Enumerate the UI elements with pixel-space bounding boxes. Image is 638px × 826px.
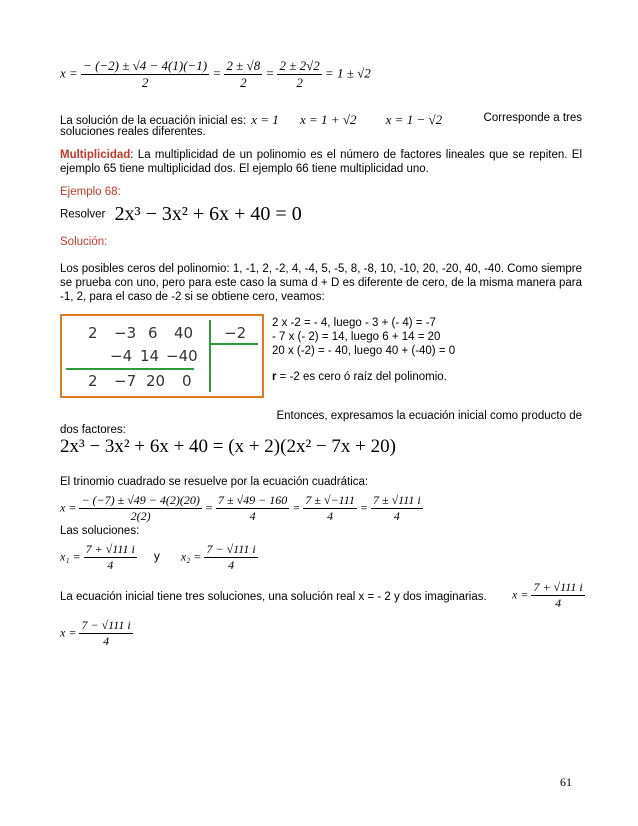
final-text: La ecuación inicial tiene tres soluciones, una solución real x = - 2 y dos imaginarias. (60, 591, 487, 603)
x2-fraction (204, 542, 257, 573)
las-soluciones: Las soluciones: (60, 525, 140, 537)
final-solution-1 (512, 580, 585, 611)
synth-r3-c3: 20 (146, 372, 166, 390)
equation-quadratic-1: x = $\frac{- (-2) \pm √4 - 4(1)(-1)}{2}$ = $\frac{2 \pm √8}{2}$ = $\frac{2 \pm 2√2}{2}$ = 1 ± √2 (60, 58, 371, 90)
eq2-f3-den: 4 (327, 509, 334, 523)
eq1-fraction-1 (81, 58, 209, 91)
synth-r1-c4: 40 (174, 324, 194, 342)
eq2-f4-num: 7 ± √111 i (373, 493, 421, 507)
eq1-f2-num: 2 ± √8 (226, 58, 261, 73)
solution-1: x = 1 (251, 112, 279, 127)
eq2-fraction-3 (303, 493, 357, 524)
eq2-f4-den: 4 (393, 509, 400, 523)
synth-r1-c2: −3 (114, 324, 137, 342)
synth-r3-c1: 2 (88, 372, 98, 390)
x1-fraction (84, 542, 137, 573)
synth-r3-c4: 0 (182, 372, 192, 390)
page-number: 61 (560, 775, 572, 789)
equation-quadratic-2: x = $\frac{- (-7) \pm √49 - 4(2)(20)}{2(2)}$ = $\frac{7 \pm √49 - 160}{4}$ = $\frac{7 \pm √-111}{4}$ = $\frac{7 \pm √111 i}{4}$ (60, 493, 421, 523)
final-x2-num: 7 − √111 i (81, 618, 131, 632)
eq2-f3-num: 7 ± √−111 (305, 493, 355, 507)
root-text: = -2 es cero ó raíz del polinomio. (276, 371, 447, 383)
solution-2: x = 1 + √2 (300, 112, 357, 127)
solutions-line-2: soluciones reales diferentes. (60, 126, 206, 138)
eq2-fraction-1 (79, 493, 201, 524)
factored-equation: 2x³ − 3x² + 6x + 40 = (x + 2)(2x² − 7x + 20) (60, 436, 396, 457)
synth-r3-c2: −7 (114, 372, 137, 390)
eq2-lhs: x = (60, 500, 77, 515)
final-x2-lhs: x = (60, 625, 77, 640)
root-label: r (272, 371, 277, 383)
x1-lhs: x₁ = (60, 549, 81, 564)
final-solution-2 (60, 618, 133, 649)
synth-r2-c3: −40 (166, 347, 198, 365)
eq2-fraction-2 (216, 493, 289, 524)
synth-divisor: −2 (224, 324, 247, 342)
multiplicity-text: : La multiplicidad de un polinomio es el número de factores lineales que se repiten. El ejemplo 65 tiene multiplicidad dos. El ejemplo 66 tiene multiplicidad uno. (60, 149, 582, 175)
resolver-line (60, 203, 302, 226)
eq2-f2-den: 4 (249, 509, 256, 523)
x2-lhs: x₂ = (180, 549, 202, 564)
solutions-tail: Corresponde a tres (483, 112, 582, 124)
eq2-f2-num: 7 ± √49 − 160 (218, 493, 288, 507)
eq1-fraction-3 (277, 58, 321, 91)
step-2: - 7 x (- 2) = 14, luego 6 + 14 = 20 (272, 331, 441, 343)
final-x2-fraction (79, 618, 132, 649)
eq1-f1-den: 2 (141, 75, 149, 90)
root-statement (272, 371, 447, 383)
eq1-f3-num: 2 ± 2√2 (279, 58, 320, 73)
eq2-f1-den: 2(2) (130, 509, 151, 523)
synth-r2-c1: −4 (110, 347, 133, 365)
eq1-result: = 1 ± √2 (325, 65, 371, 81)
synth-r1-c1: 2 (88, 324, 98, 342)
eq1-lhs: x = (60, 65, 78, 81)
x1-num: 7 + √111 i (85, 542, 135, 556)
eq1-fraction-2 (224, 58, 262, 91)
resolver-equation: 2x³ − 3x² + 6x + 40 = 0 (114, 203, 302, 225)
final-x2-den: 4 (103, 634, 110, 648)
eq2-f1-num: − (−7) ± √49 − 4(2)(20) (81, 493, 200, 507)
x1-den: 4 (107, 558, 114, 572)
x2-den: 4 (228, 558, 235, 572)
multiplicity-label: Multiplicidad (60, 149, 131, 161)
synthetic-division-table (60, 314, 264, 398)
eq1-f3-den: 2 (296, 75, 303, 90)
step-1: 2 x -2 = - 4, luego - 3 + (- 4) = -7 (272, 317, 436, 329)
solution-3: x = 1 − √2 (385, 112, 443, 127)
eq2-fraction-4 (371, 493, 423, 524)
resolver-label: Resolver (60, 208, 106, 221)
solutions-text: La solución de la ecuación inicial es: (60, 115, 247, 127)
eq1-f1-num: − (−2) ± √4 − 4(1)(−1) (83, 58, 208, 73)
final-x1-num: 7 + √111 i (533, 580, 583, 594)
multiplicity-paragraph (60, 148, 582, 176)
x2-num: 7 − √111 i (206, 542, 256, 556)
y-word: y (153, 549, 160, 564)
example-title: Ejemplo 68: (60, 186, 121, 198)
solutions-x1-x2 (60, 542, 258, 573)
eq1-f2-den: 2 (240, 75, 247, 90)
entonces-text: Entonces, expresamos la ecuación inicial como producto de (276, 410, 582, 422)
trinomio-text: El trinomio cuadrado se resuelve por la ecuación cuadrática: (60, 476, 369, 488)
ceros-paragraph: Los posibles ceros del polinomio: 1, -1, 2, -2, 4, -4, 5, -5, 8, -8, 10, -10, 20, -20, 40, -40. Como siempre se prueba con uno, pero para este caso la suma d + D es diferente de cero, de la misma manera para -1, 2, para el caso de -2 si se obtiene cero, veamos: (60, 263, 582, 303)
dos-factores: dos factores: (60, 424, 126, 436)
final-x1-fraction (531, 580, 584, 611)
final-x1-lhs: x = (512, 587, 529, 602)
final-x1-den: 4 (555, 596, 562, 610)
synth-r1-c3: 6 (148, 324, 158, 342)
steps-list (272, 316, 455, 358)
synth-r2-c2: 14 (140, 347, 160, 365)
solution-title: Solución: (60, 236, 108, 248)
step-3: 20 x (-2) = - 40, luego 40 + (-40) = 0 (272, 345, 456, 357)
